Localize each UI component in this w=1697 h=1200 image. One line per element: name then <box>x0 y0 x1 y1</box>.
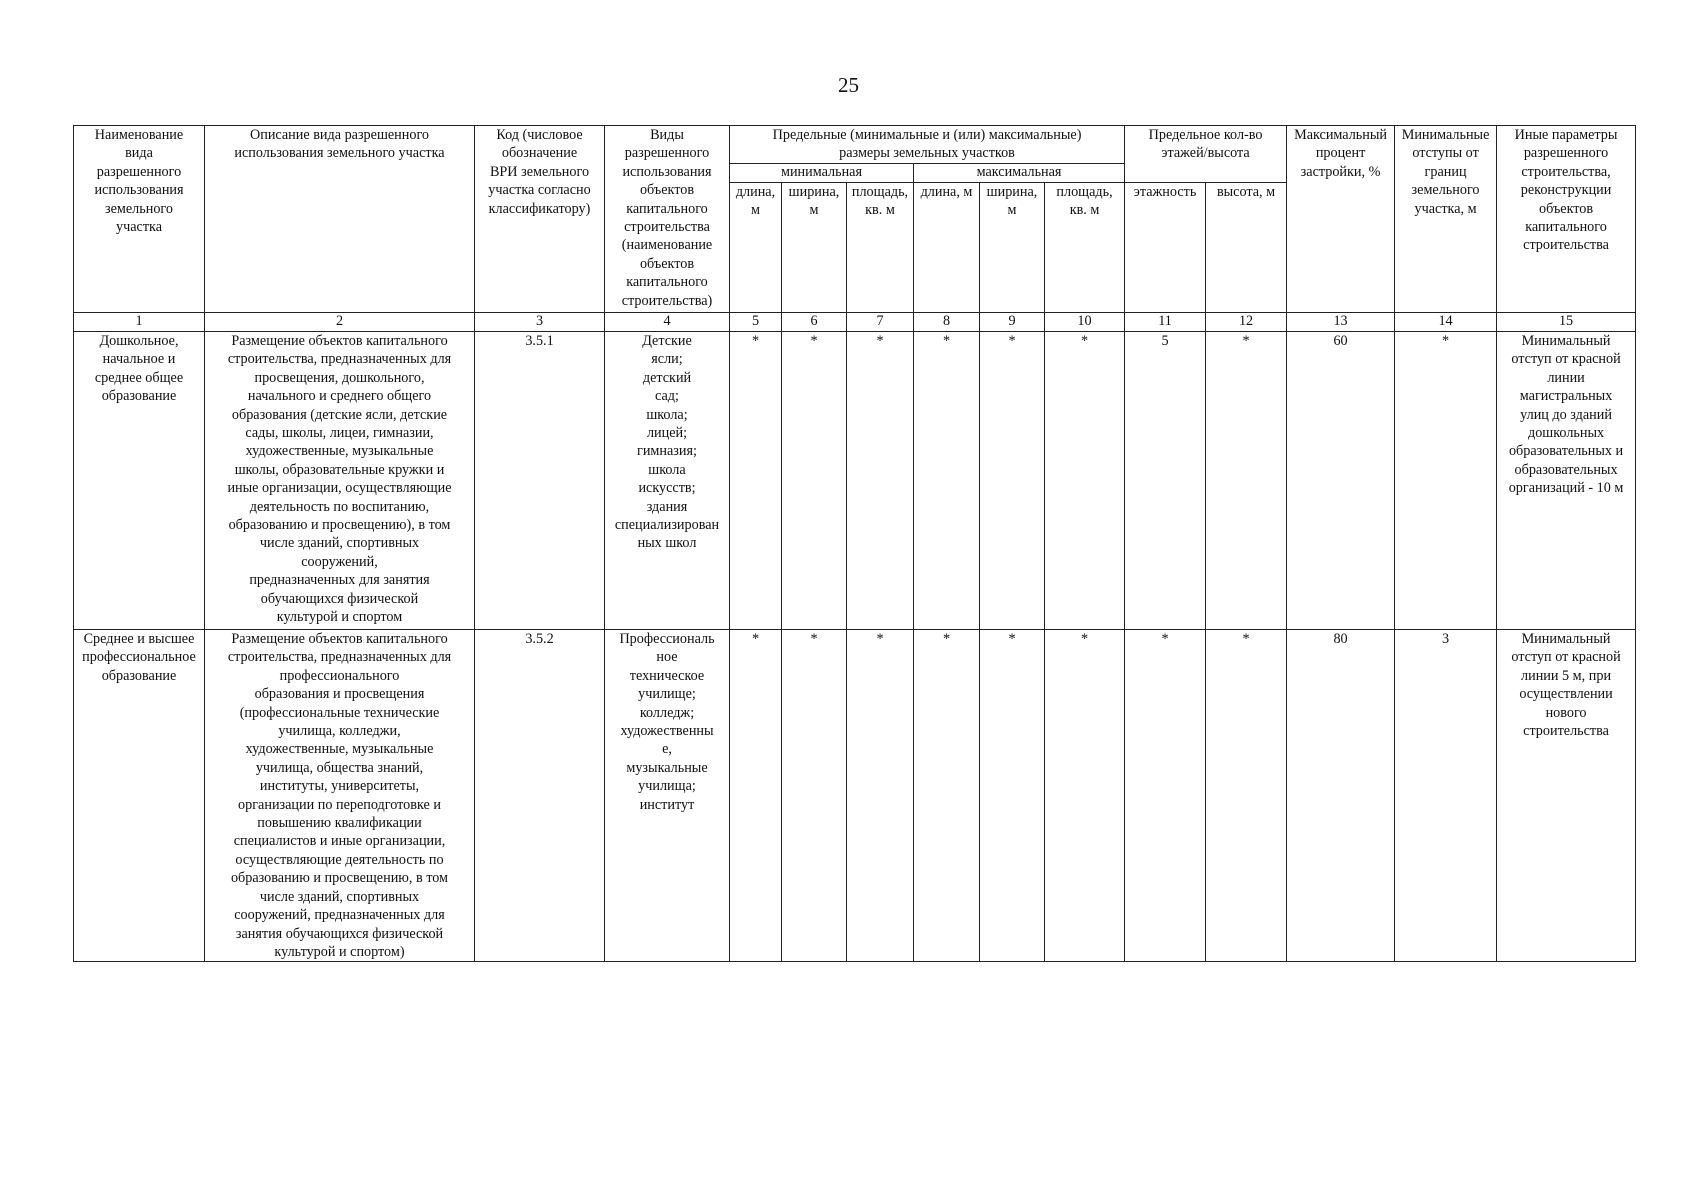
length-min: * <box>730 332 782 630</box>
width-max: * <box>980 630 1045 962</box>
permitted-use-table <box>73 125 1636 962</box>
header-min-setbacks: Минимальные отступы от границ земельного участка, м <box>1395 126 1497 313</box>
table-row <box>74 332 1636 630</box>
header-kinds: Виды разрешенного использования объектов капитального строительства (наименование объектов капитального строительства) <box>605 126 730 313</box>
length-min: * <box>730 630 782 962</box>
other-params: Минимальный отступ от красной линии 5 м, при осуществлении нового строительства <box>1497 630 1636 962</box>
header-length-max: длина, м <box>914 183 980 313</box>
use-kinds: Детские ясли; детский сад; школа; лицей; гимназия; школа искусств; здания специализирован ных школ <box>605 332 730 630</box>
length-max: * <box>914 630 980 962</box>
use-description: Размещение объектов капитального строительства, предназначенных для профессионального образования и просвещения (профессиональные технические училища, колледжи, художественные, музыкальные училища, общества знаний, институты, университеты, организации по переподготовке и повышению квалификации специалистов и иные организации, осуществляющие деятельность по образованию и просвещению, в том числе зданий, спортивных сооружений, предназначенных для занятия обучающихся физической культурой и спортом) <box>205 630 475 962</box>
header-description: Описание вида разрешенного использования земельного участка <box>205 126 475 313</box>
length-max: * <box>914 332 980 630</box>
min-setbacks: 3 <box>1395 630 1497 962</box>
header-min: минимальная <box>730 164 914 183</box>
max-percent: 60 <box>1287 332 1395 630</box>
other-params: Минимальный отступ от красной линии магистральных улиц до зданий дошкольных образовательных и образовательных организаций - 10 м <box>1497 332 1636 630</box>
column-number: 13 <box>1287 313 1395 332</box>
header-limits: Предельные (минимальные и (или) максимальные) размеры земельных участков <box>730 126 1125 164</box>
use-kinds: Профессиональ ное техническое училище; колледж; художественны е, музыкальные училища; институт <box>605 630 730 962</box>
column-number: 7 <box>847 313 914 332</box>
header-area-max: площадь, кв. м <box>1045 183 1125 313</box>
column-number: 9 <box>980 313 1045 332</box>
use-description: Размещение объектов капитального строительства, предназначенных для просвещения, дошкольного, начального и среднего общего образования (детские ясли, детские сады, школы, лицеи, гимназии, художественные, музыкальные школы, образовательные кружки и иные организации, осуществляющие деятельность по воспитанию, образованию и просвещению), в том числе зданий, спортивных сооружений, предназначенных для занятия обучающихся физической культурой и спортом <box>205 332 475 630</box>
use-code: 3.5.1 <box>475 332 605 630</box>
column-number: 3 <box>475 313 605 332</box>
use-name: Среднее и высшее профессиональное образование <box>74 630 205 962</box>
header-area-min: площадь, кв. м <box>847 183 914 313</box>
width-max: * <box>980 332 1045 630</box>
column-number: 2 <box>205 313 475 332</box>
column-number: 12 <box>1206 313 1287 332</box>
header-height: высота, м <box>1206 183 1287 313</box>
header-row-1 <box>74 126 1636 164</box>
table-row <box>74 630 1636 962</box>
floors: 5 <box>1125 332 1206 630</box>
area-min: * <box>847 630 914 962</box>
header-max: максимальная <box>914 164 1125 183</box>
max-percent: 80 <box>1287 630 1395 962</box>
header-code: Код (числовое обозначение ВРИ земельного участка согласно классификатору) <box>475 126 605 313</box>
header-width-min: ширина, м <box>782 183 847 313</box>
column-number: 5 <box>730 313 782 332</box>
column-number: 6 <box>782 313 847 332</box>
header-floors: этажность <box>1125 183 1206 313</box>
header-other: Иные параметры разрешенного строительства, реконструкции объектов капитального строительства <box>1497 126 1636 313</box>
area-max: * <box>1045 630 1125 962</box>
column-number: 14 <box>1395 313 1497 332</box>
floors: * <box>1125 630 1206 962</box>
height: * <box>1206 630 1287 962</box>
column-number: 11 <box>1125 313 1206 332</box>
page-number: 25 <box>838 73 859 97</box>
column-numbers-row <box>74 313 1636 332</box>
height: * <box>1206 332 1287 630</box>
area-min: * <box>847 332 914 630</box>
use-code: 3.5.2 <box>475 630 605 962</box>
header-max-percent: Максимальный процент застройки, % <box>1287 126 1395 313</box>
width-min: * <box>782 332 847 630</box>
header-length-min: длина, м <box>730 183 782 313</box>
width-min: * <box>782 630 847 962</box>
column-number: 10 <box>1045 313 1125 332</box>
use-name: Дошкольное, начальное и среднее общее образование <box>74 332 205 630</box>
column-number: 8 <box>914 313 980 332</box>
column-number: 4 <box>605 313 730 332</box>
area-max: * <box>1045 332 1125 630</box>
column-number: 1 <box>74 313 205 332</box>
header-name: Наименование вида разрешенного использования земельного участка <box>74 126 205 313</box>
column-number: 15 <box>1497 313 1636 332</box>
header-floors-group: Предельное кол-во этажей/высота <box>1125 126 1287 183</box>
min-setbacks: * <box>1395 332 1497 630</box>
header-width-max: ширина, м <box>980 183 1045 313</box>
